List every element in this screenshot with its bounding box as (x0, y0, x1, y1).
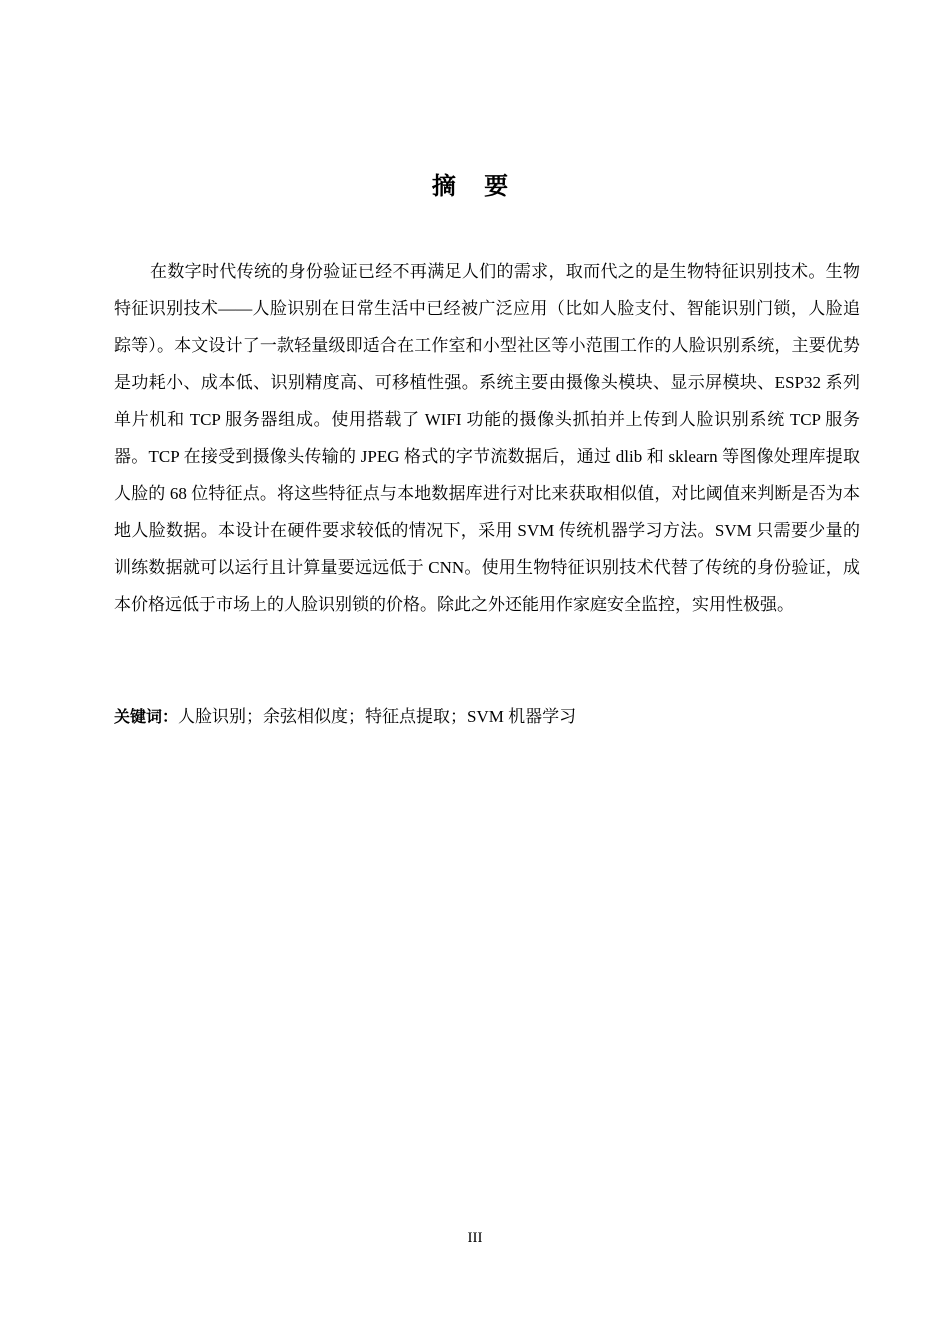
keywords-label: 关键词： (114, 707, 179, 726)
keywords-text: 人脸识别；余弦相似度；特征点提取；SVM 机器学习 (178, 707, 577, 726)
abstract-paragraph: 在数字时代传统的身份验证已经不再满足人们的需求，取而代之的是生物特征识别技术。生物特征识别技术——人脸识别在日常生活中已经被广泛应用（比如人脸支付、智能识别门锁，人脸追踪等）。本文设计了一款轻量级即适合在工作室和小型社区等小范围工作的人脸识别系统，主要优势是功耗小、成本低、识别精度高、可移植性强。系统主要由摄像头模块、显示屏模块、ESP32 系列单片机和 TCP 服务器组成。使用搭载了 WIFI 功能的摄像头抓拍并上传到人脸识别系统 TCP 服务器。TCP 在接受到摄像头传输的 JPEG 格式的字节流数据后，通过 dlib 和 sklearn 等图像处理库提取人脸的 68 位特征点。将这些特征点与本地数据库进行对比来获取相似值，对比阈值来判断是否为本地人脸数据。本设计在硬件要求较低的情况下，采用 SVM 传统机器学习方法。SVM 只需要少量的训练数据就可以运行且计算量要远远低于 CNN。使用生物特征识别技术代替了传统的身份验证，成本价格远低于市场上的人脸识别锁的价格。除此之外还能用作家庭安全监控，实用性极强。 (114, 262, 860, 614)
page-number: III (467, 1230, 483, 1246)
keywords-line (114, 700, 860, 734)
page-title: 摘 要 (431, 172, 519, 200)
